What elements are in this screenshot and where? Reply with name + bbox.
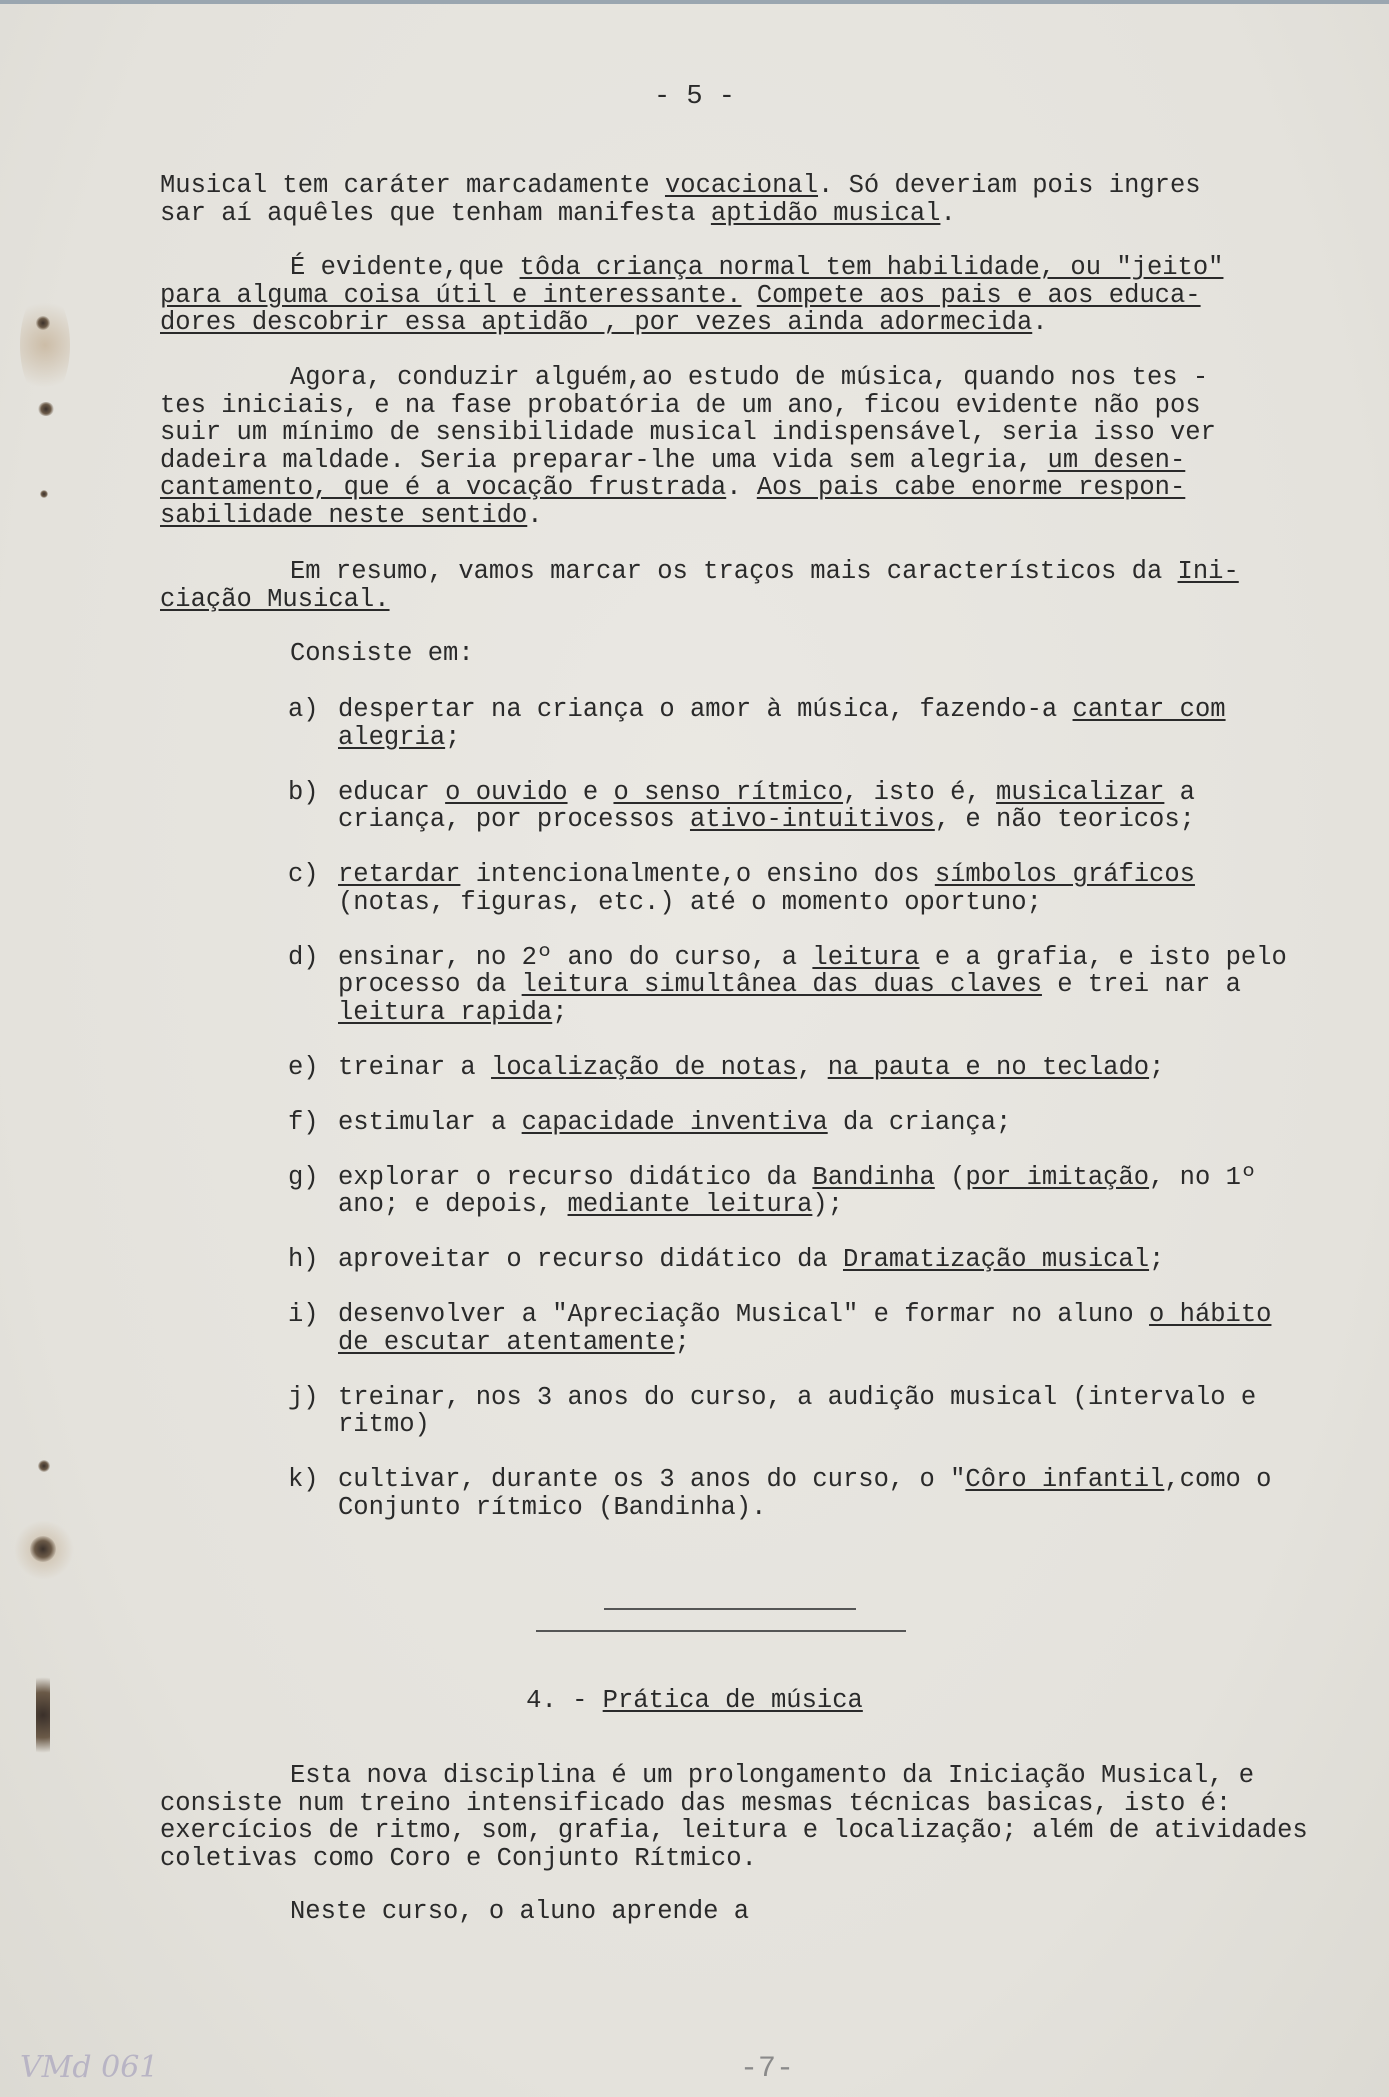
list-item-text	[338, 1466, 1308, 1521]
underlined-text: cantamento, que é a vocação frustrada	[160, 473, 727, 502]
para3-line4	[160, 447, 1308, 475]
text: aproveitar o recurso didático da	[338, 1245, 843, 1274]
underlined-text: cantar com alegria	[338, 695, 1226, 752]
list-item-label: b)	[288, 777, 319, 807]
list-item-text	[338, 1164, 1308, 1219]
text: educar	[338, 777, 446, 807]
list-item-text	[338, 779, 1308, 834]
heading-title: Prática de música	[602, 1686, 863, 1715]
text: );	[812, 1190, 843, 1219]
underlined-text: dores descobrir essa aptidão , por vezes ainda adormecida	[160, 308, 1033, 337]
punch-hole	[40, 490, 48, 498]
text: (	[934, 1162, 966, 1192]
underlined-text: leitura simultânea das duas claves	[521, 970, 1042, 999]
text: e	[567, 777, 614, 807]
underlined-text: musicalizar	[996, 777, 1165, 807]
text: sar aí aquêles que tenham manifesta	[160, 198, 711, 228]
list-item-label: g)	[288, 1162, 319, 1192]
paragraph-3	[160, 364, 1308, 529]
underlined-text: localização de notas	[491, 1052, 798, 1082]
paragraph-5	[160, 1762, 1308, 1872]
para4-line2	[160, 586, 1308, 614]
punch-hole	[38, 402, 54, 416]
underlined-text: leitura	[812, 942, 920, 972]
punch-hole	[36, 316, 50, 330]
list-item-text	[338, 1384, 1308, 1439]
text: ,como o Conjunto rítmico (Bandinha).	[338, 1465, 1272, 1522]
text: intencionalmente,o ensino dos	[460, 860, 935, 889]
underlined-text: um desen-	[1047, 445, 1186, 475]
text: Musical tem caráter marcadamente	[160, 171, 665, 200]
underlined-text: Dramatização musical	[842, 1245, 1150, 1274]
text: , e não teoricos;	[934, 805, 1195, 834]
punch-hole	[38, 1460, 50, 1472]
item-list	[288, 696, 1308, 1549]
text: treinar, nos 3 anos do curso, a audição musical (intervalo e ritmo)	[338, 1382, 1257, 1439]
para3-line6	[160, 502, 1308, 530]
divider-short	[604, 1608, 856, 1610]
list-item-text	[338, 1109, 1308, 1137]
underlined-text: sabilidade neste sentido	[160, 500, 528, 530]
text: .	[527, 500, 543, 530]
underlined-text: vocacional	[664, 171, 819, 200]
underlined-text: Aos pais cabe enorme respon-	[756, 473, 1186, 502]
underlined-text: Ini-	[1177, 557, 1239, 586]
list-item	[288, 1164, 1308, 1219]
foot-mark: -7-	[740, 2052, 795, 2086]
list-item-label: c)	[288, 860, 319, 889]
text: ensinar, no 2º ano do curso, a	[338, 942, 813, 972]
para3-line5	[160, 474, 1308, 502]
text: a criança, por processos	[338, 777, 1195, 834]
list-item	[288, 1246, 1308, 1274]
text: ;	[552, 997, 568, 1027]
text: treinar a	[338, 1052, 492, 1082]
para1-line1	[160, 172, 1308, 200]
text: . Só deveriam pois ingres	[818, 171, 1201, 200]
list-item-label: i)	[288, 1300, 319, 1329]
list-item-label: d)	[288, 942, 319, 972]
text: da criança;	[827, 1107, 1012, 1137]
list-item	[288, 1301, 1308, 1356]
text: .	[726, 473, 757, 502]
paragraph-6	[160, 1898, 1308, 1926]
text: cultivar, durante os 3 anos do curso, o "	[338, 1465, 966, 1494]
list-item	[288, 1466, 1308, 1521]
list-item	[288, 1384, 1308, 1439]
underlined-text: o senso rítmico	[613, 777, 844, 807]
text: É evidente,que	[290, 253, 520, 282]
text: .	[1032, 308, 1048, 337]
consiste-text: Consiste em:	[290, 639, 474, 668]
divider-long	[536, 1630, 906, 1632]
text: , no 1º ano; e depois,	[338, 1162, 1257, 1219]
underlined-text: ativo-intuitivos	[689, 805, 935, 834]
list-item-label: k)	[288, 1465, 319, 1494]
paragraph-1	[160, 172, 1308, 227]
stain	[20, 290, 70, 400]
text: , isto é,	[843, 777, 997, 807]
underlined-text: capacidade inventiva	[521, 1107, 828, 1137]
underlined-text: retardar	[338, 860, 461, 889]
underlined-text: tôda criança normal tem habilidade, ou "jeito"	[519, 253, 1224, 282]
punch-hole	[30, 1536, 56, 1562]
underlined-text: o ouvido	[445, 777, 568, 807]
text: ;	[445, 722, 461, 752]
text: .	[940, 198, 956, 228]
text: ,	[797, 1052, 828, 1082]
text: ;	[1149, 1052, 1165, 1082]
list-item-text	[338, 1246, 1308, 1274]
archive-mark: VMd 061	[20, 2050, 159, 2085]
list-item	[288, 779, 1308, 834]
list-item-text	[338, 1054, 1308, 1082]
top-edge	[0, 0, 1389, 4]
list-item-text	[338, 944, 1308, 1027]
underlined-text: leitura rapida	[338, 997, 553, 1027]
text: e a grafia, e isto pelo processo da	[338, 942, 1287, 999]
list-item-text	[338, 696, 1308, 751]
underlined-text: Bandinha	[812, 1162, 935, 1192]
para3-line2: tes iniciais, e na fase probatória de um ano, ficou evidente não pos	[160, 390, 1201, 420]
text: ;	[1149, 1245, 1165, 1274]
text: e trei nar a	[1041, 970, 1241, 999]
list-item-text	[338, 861, 1308, 916]
punch-hole	[36, 1665, 50, 1765]
underlined-text: por imitação	[965, 1162, 1150, 1192]
list-item	[288, 696, 1308, 751]
text: (notas, figuras, etc.) até o momento oportuno;	[338, 887, 1042, 917]
text	[742, 281, 757, 310]
text: ;	[674, 1327, 690, 1357]
underlined-text: o hábito de escutar atentamente	[338, 1300, 1272, 1357]
text: desenvolver a "Apreciação Musical" e formar no aluno	[338, 1300, 1150, 1329]
underlined-text: símbolos gráficos	[934, 860, 1195, 889]
text: Em resumo, vamos marcar os traços mais característicos da	[290, 557, 1178, 586]
para2-line3	[160, 309, 1308, 337]
para3-line3: suir um mínimo de sensibilidade musical indispensável, seria isso ver	[160, 418, 1216, 447]
underlined-text: Compete aos pais e aos educa-	[756, 280, 1201, 310]
list-item	[288, 1109, 1308, 1137]
section-heading	[0, 1686, 1389, 1715]
list-item	[288, 944, 1308, 1027]
list-item	[288, 1054, 1308, 1082]
para3-line1: Agora, conduzir alguém,ao estudo de música, quando nos tes -	[290, 363, 1209, 392]
list-item	[288, 861, 1308, 916]
underlined-text: mediante leitura	[567, 1190, 813, 1219]
consiste-label	[160, 640, 1308, 668]
page-number: - 5 -	[653, 82, 735, 112]
para2-line1	[160, 254, 1308, 282]
para2-line2	[160, 282, 1308, 310]
list-item-label: j)	[288, 1382, 319, 1412]
list-item-label: h)	[288, 1245, 319, 1274]
para6-text: Neste curso, o aluno aprende a	[290, 1897, 750, 1926]
underlined-text: para alguma coisa útil e interessante.	[160, 280, 742, 310]
paragraph-4	[160, 558, 1308, 613]
list-item-label: f)	[288, 1107, 319, 1137]
list-item-label: a)	[288, 695, 319, 724]
para1-line2	[160, 200, 1308, 228]
paragraph-2	[160, 254, 1308, 337]
list-item-text	[338, 1301, 1308, 1356]
text: despertar na criança o amor à música, fazendo-a	[338, 695, 1073, 724]
underlined-text: ciação Musical.	[160, 584, 390, 614]
text: explorar o recurso didático da	[338, 1162, 813, 1192]
underlined-text: aptidão musical	[710, 198, 941, 228]
para4-line1	[160, 558, 1308, 586]
underlined-text: Côro infantil	[965, 1465, 1165, 1494]
heading-number: 4. -	[526, 1686, 603, 1715]
text: estimular a	[338, 1107, 522, 1137]
para5-text: Esta nova disciplina é um prolongamento da Iniciação Musical, e consiste num treino intensificado das mesmas técnicas basicas, isto é: exercícios de ritmo, som, grafia, leitura e localização; além de atividades coletivas como Coro e Conjunto Rítmico.	[160, 1761, 1308, 1873]
underlined-text: na pauta e no teclado	[827, 1052, 1150, 1082]
text: dadeira maldade. Seria preparar-lhe uma vida sem alegria,	[160, 445, 1048, 475]
list-item-label: e)	[288, 1052, 319, 1082]
